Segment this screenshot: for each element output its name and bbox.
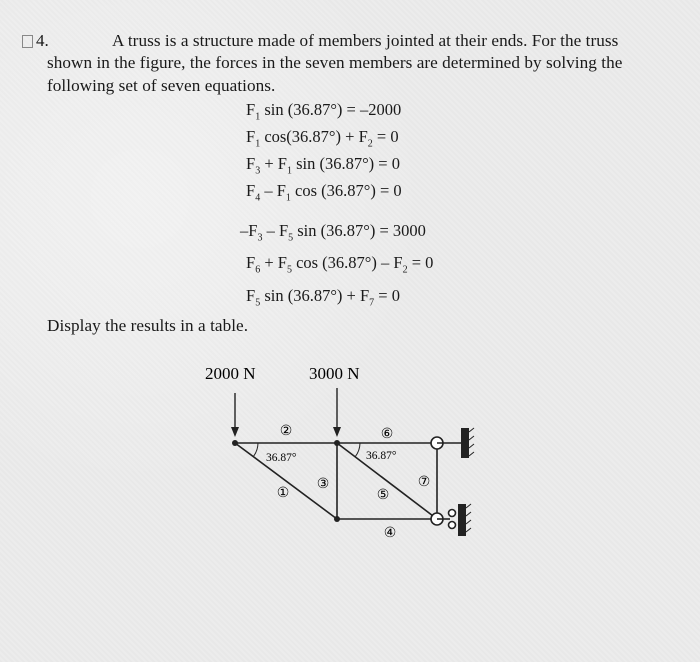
- load-right-label: 3000 N: [309, 364, 360, 383]
- pin-support-top: [431, 437, 462, 449]
- member-labels: [277, 424, 431, 541]
- load-left-label: 2000 N: [205, 364, 256, 383]
- wall-bottom: [458, 504, 471, 536]
- equation-3: $F_3 + F_1$ sin (36.87°) = 0: [246, 154, 400, 177]
- equation-1: $F_1$ sin (36.87°) = –2000: [246, 100, 402, 123]
- load-right-arrow: [333, 388, 341, 437]
- equation-5: $-F_3 - F_5$ sin (36.87°) = 3000: [240, 221, 426, 244]
- member-label-2: ②: [279, 424, 293, 439]
- equation-7: $F_5$ $\sin (36.87^\circ) + F_7 = 0$: [246, 286, 400, 309]
- wall-top: [461, 428, 474, 458]
- angle-left-label: 36.87°: [266, 452, 297, 464]
- equation-2: $F_1$ $\cos(36.87^\circ) + F_2 = 0$: [246, 127, 399, 150]
- equation-6: $F_6 + F_5$ $\cos (36.87^\circ) - F_2 = 0$: [246, 253, 434, 276]
- equation-4: $F_4 - F_1$ cos (36.87°) = 0: [246, 181, 402, 204]
- angle-arc-left: [253, 443, 258, 457]
- member-label-1: ①: [276, 486, 290, 501]
- problem-text-line-3: following set of seven equations.: [47, 76, 276, 95]
- problem-text-line-2: shown in the figure, the forces in the seven members are determined by solving the: [47, 53, 623, 72]
- member-label-7: ⑦: [417, 475, 431, 490]
- load-left-arrow: [231, 393, 239, 437]
- member-label-3: ③: [316, 477, 330, 492]
- angle-right-label: 36.87°: [366, 450, 397, 462]
- roller-support-bottom: [431, 510, 456, 529]
- question-number: 4.: [22, 31, 49, 51]
- problem-text-line-1: A truss is a structure made of members jointed at their ends. For the truss: [112, 31, 619, 50]
- member-label-5: ⑤: [376, 488, 390, 503]
- angle-arc-right: [355, 443, 360, 457]
- member-label-4: ④: [383, 526, 397, 541]
- member-label-6: ⑥: [380, 427, 394, 442]
- instruction-text: Display the results in a table.: [47, 316, 249, 335]
